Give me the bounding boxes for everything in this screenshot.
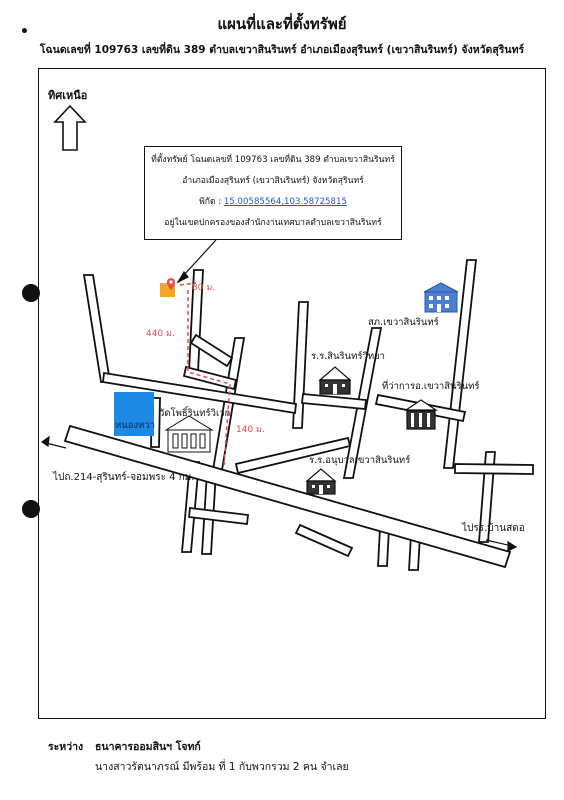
pointer-head: [178, 272, 188, 282]
coordinates-link[interactable]: 15.00585564,103.58725815: [223, 197, 347, 207]
direction-arrow-head: [508, 542, 516, 551]
road: [184, 367, 236, 389]
distance-label: 140 ม.: [236, 425, 265, 435]
road-label-east: ไปรร.บ้านสดอ: [462, 523, 525, 534]
margin-mark: •: [20, 24, 29, 40]
school-icon: [320, 367, 350, 394]
location-marker-icon: [160, 278, 175, 297]
place-label-pond: หนองหวา: [115, 420, 156, 431]
place-label-temple: วัดโพธิ์รินทร์วิเวก: [159, 408, 231, 419]
footer-defendant: นางสาวรัตนาภรณ์ มีพร้อม ที่ 1 กับพวกรวม 2 คน จำเลย: [95, 761, 349, 773]
page-subtitle: โฉนดเลขที่ 109763 เลขที่ดิน 389 ตำบลเขวาสินรินทร์ อำเภอเมืองสุรินทร์ (เขวาสินรินทร์) จังหวัดสุรินทร์: [39, 44, 525, 56]
distance-label: 80 ม.: [192, 283, 216, 293]
footer-plaintiff: ธนาคารออมสินฯ โจทก์: [95, 741, 201, 753]
page-title: แผนที่และที่ตั้งทรัพย์: [217, 15, 347, 33]
distance-label: 440 ม.: [146, 329, 175, 339]
place-label-district-hall: ที่ว่าการอ.เขวาสินรินทร์: [382, 381, 480, 392]
footer-between-label: ระหว่าง: [48, 741, 84, 753]
road: [302, 394, 366, 409]
direction-arrow-head: [42, 437, 49, 446]
main-road: [65, 426, 510, 567]
place-label-school: ร.ร.สินรินทร์วิทยา: [311, 351, 385, 362]
up-arrow-icon: [53, 104, 87, 152]
callout-coordinates[interactable]: [145, 192, 401, 213]
road-label-west: ไปถ.214-สุรินทร์-จอมพระ 4 กม.: [53, 472, 195, 483]
callout-line: อยู่ในเขตปกครองของสำนักงานเทศบาลตำบลเขวาสินรินทร์: [164, 218, 382, 228]
property-callout: [144, 146, 402, 240]
road: [84, 275, 110, 382]
road: [455, 464, 533, 474]
place-label-police: สภ.เขวาสินรินทร์: [368, 317, 439, 328]
north-label: ทิศเหนือ: [48, 89, 88, 102]
place-label-school: ร.ร.อนุบาลเขวาสินรินทร์: [309, 455, 411, 466]
road: [189, 508, 248, 524]
road: [296, 525, 352, 556]
coordinates-label: พิกัด :: [199, 197, 224, 207]
temple-icon: [166, 416, 212, 452]
police-station-icon: [424, 283, 458, 312]
school-icon: [307, 469, 335, 494]
callout-line: อำเภอเมืองสุรินทร์ (เขวาสินรินทร์) จังหวัดสุรินทร์: [182, 176, 364, 186]
callout-line: ที่ตั้งทรัพย์ โฉนดเลขที่ 109763 เลขที่ดิน 389 ตำบลเขวาสินรินทร์: [151, 155, 395, 165]
